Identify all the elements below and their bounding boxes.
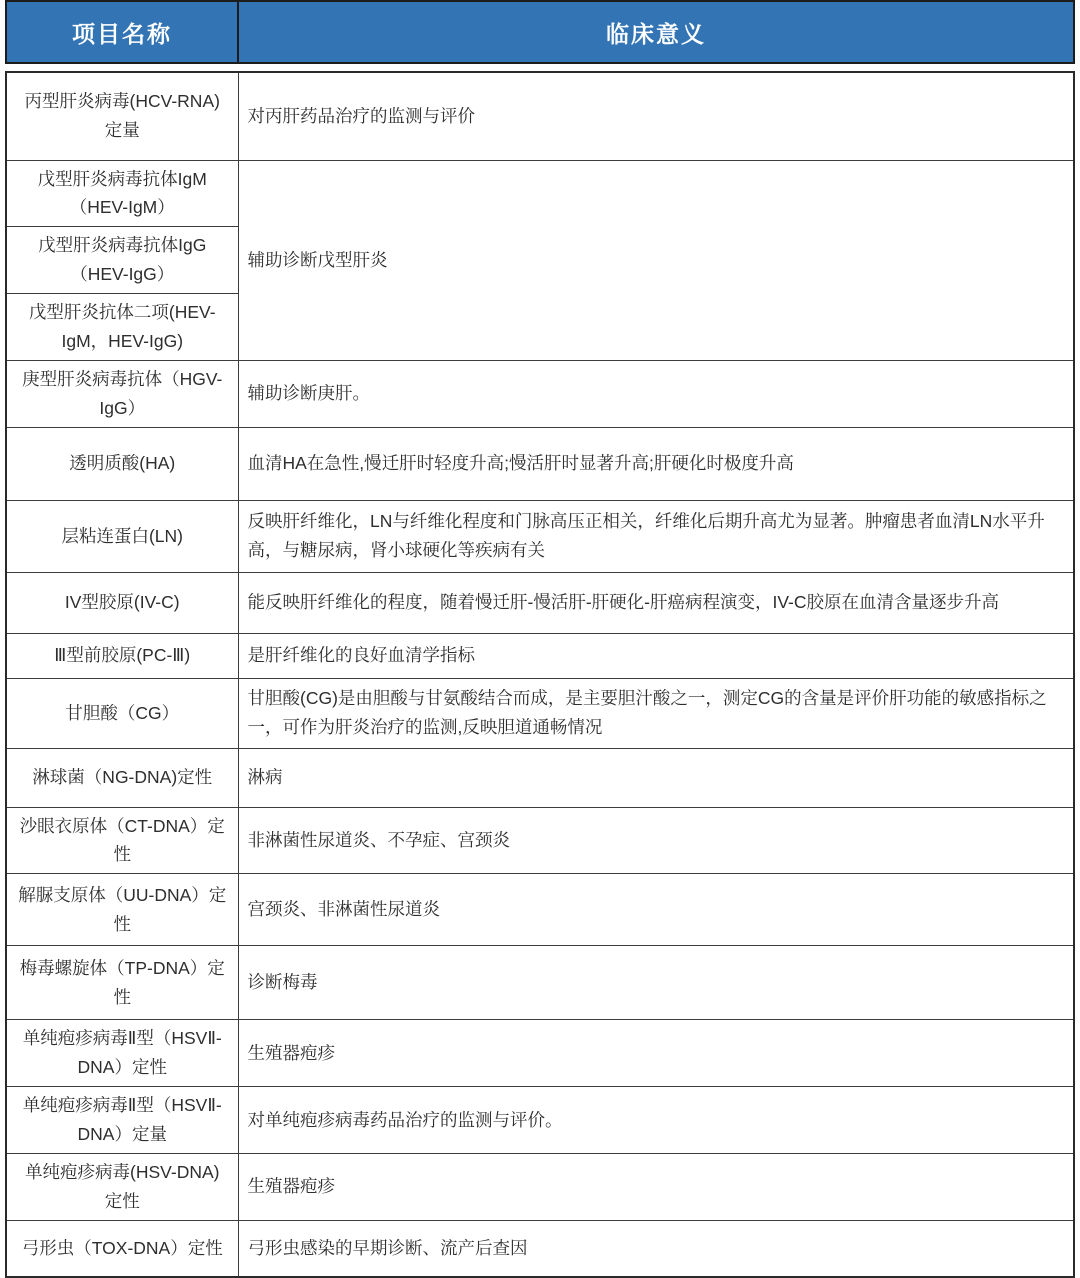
header-project-name: 项目名称 bbox=[6, 1, 238, 63]
header-body-gap bbox=[0, 64, 1080, 71]
clinical-meaning-cell: 能反映肝纤维化的程度，随着慢迁肝-慢活肝-肝硬化-肝癌病程演变，IV-C胶原在血清含量逐步升高 bbox=[238, 572, 1074, 633]
project-name-cell: 戊型肝炎病毒抗体IgG（HEV-IgG） bbox=[6, 227, 238, 294]
table-header bbox=[5, 0, 1075, 64]
clinical-meaning-cell: 弓形虫感染的早期诊断、流产后查因 bbox=[238, 1220, 1074, 1277]
project-name-cell: 梅毒螺旋体（TP-DNA）定性 bbox=[6, 946, 238, 1020]
project-name-cell: IV型胶原(IV-C) bbox=[6, 572, 238, 633]
project-name-cell: 单纯疱疹病毒Ⅱ型（HSVⅡ-DNA）定量 bbox=[6, 1087, 238, 1154]
clinical-meaning-cell: 诊断梅毒 bbox=[238, 946, 1074, 1020]
table-row bbox=[6, 500, 1074, 572]
table-row bbox=[6, 1087, 1074, 1154]
table-row bbox=[6, 946, 1074, 1020]
project-name-cell: 淋球菌（NG-DNA)定性 bbox=[6, 748, 238, 807]
clinical-meaning-cell: 对丙肝药品治疗的监测与评价 bbox=[238, 72, 1074, 160]
clinical-meaning-cell: 辅助诊断庚肝。 bbox=[238, 360, 1074, 427]
project-name-cell: 透明质酸(HA) bbox=[6, 427, 238, 500]
table-row bbox=[6, 678, 1074, 748]
project-name-cell: 庚型肝炎病毒抗体（HGV-IgG） bbox=[6, 360, 238, 427]
clinical-meaning-cell: 甘胆酸(CG)是由胆酸与甘氨酸结合而成，是主要胆汁酸之一，测定CG的含量是评价肝功能的敏感指标之一，可作为肝炎治疗的监测,反映胆道通畅情况 bbox=[238, 678, 1074, 748]
lab-test-table bbox=[5, 71, 1075, 1278]
table-row bbox=[6, 360, 1074, 427]
clinical-meaning-cell: 淋病 bbox=[238, 748, 1074, 807]
project-name-cell: 丙型肝炎病毒(HCV-RNA)定量 bbox=[6, 72, 238, 160]
table-row bbox=[6, 874, 1074, 946]
table-row bbox=[6, 748, 1074, 807]
clinical-meaning-cell: 反映肝纤维化，LN与纤维化程度和门脉高压正相关，纤维化后期升高尤为显著。肿瘤患者血清LN水平升高，与糖尿病，肾小球硬化等疾病有关 bbox=[238, 500, 1074, 572]
project-name-cell: 单纯疱疹病毒Ⅱ型（HSVⅡ-DNA）定性 bbox=[6, 1020, 238, 1087]
table-row bbox=[6, 1154, 1074, 1221]
table-row bbox=[6, 633, 1074, 678]
clinical-meaning-cell: 生殖器疱疹 bbox=[238, 1020, 1074, 1087]
table-row bbox=[6, 427, 1074, 500]
project-name-cell: 戊型肝炎抗体二项(HEV-IgM，HEV-IgG) bbox=[6, 294, 238, 361]
clinical-meaning-cell: 对单纯疱疹病毒药品治疗的监测与评价。 bbox=[238, 1087, 1074, 1154]
project-name-cell: 弓形虫（TOX-DNA）定性 bbox=[6, 1220, 238, 1277]
clinical-meaning-cell: 非淋菌性尿道炎、不孕症、宫颈炎 bbox=[238, 807, 1074, 874]
clinical-meaning-cell: 是肝纤维化的良好血清学指标 bbox=[238, 633, 1074, 678]
clinical-meaning-cell-merged: 辅助诊断戊型肝炎 bbox=[238, 160, 1074, 360]
table-row bbox=[6, 807, 1074, 874]
header-clinical-meaning: 临床意义 bbox=[238, 1, 1074, 63]
table-row bbox=[6, 1020, 1074, 1087]
clinical-meaning-cell: 生殖器疱疹 bbox=[238, 1154, 1074, 1221]
table-row bbox=[6, 72, 1074, 160]
clinical-meaning-cell: 血清HA在急性,慢迁肝时轻度升高;慢活肝时显著升高;肝硬化时极度升高 bbox=[238, 427, 1074, 500]
header-row bbox=[6, 1, 1074, 63]
project-name-cell: Ⅲ型前胶原(PC-Ⅲ) bbox=[6, 633, 238, 678]
project-name-cell: 解脲支原体（UU-DNA）定性 bbox=[6, 874, 238, 946]
project-name-cell: 层粘连蛋白(LN) bbox=[6, 500, 238, 572]
project-name-cell: 沙眼衣原体（CT-DNA）定性 bbox=[6, 807, 238, 874]
project-name-cell: 甘胆酸（CG） bbox=[6, 678, 238, 748]
project-name-cell: 戊型肝炎病毒抗体IgM（HEV-IgM） bbox=[6, 160, 238, 227]
clinical-meaning-cell: 宫颈炎、非淋菌性尿道炎 bbox=[238, 874, 1074, 946]
project-name-cell: 单纯疱疹病毒(HSV-DNA)定性 bbox=[6, 1154, 238, 1221]
table-row bbox=[6, 572, 1074, 633]
table-row bbox=[6, 160, 1074, 227]
